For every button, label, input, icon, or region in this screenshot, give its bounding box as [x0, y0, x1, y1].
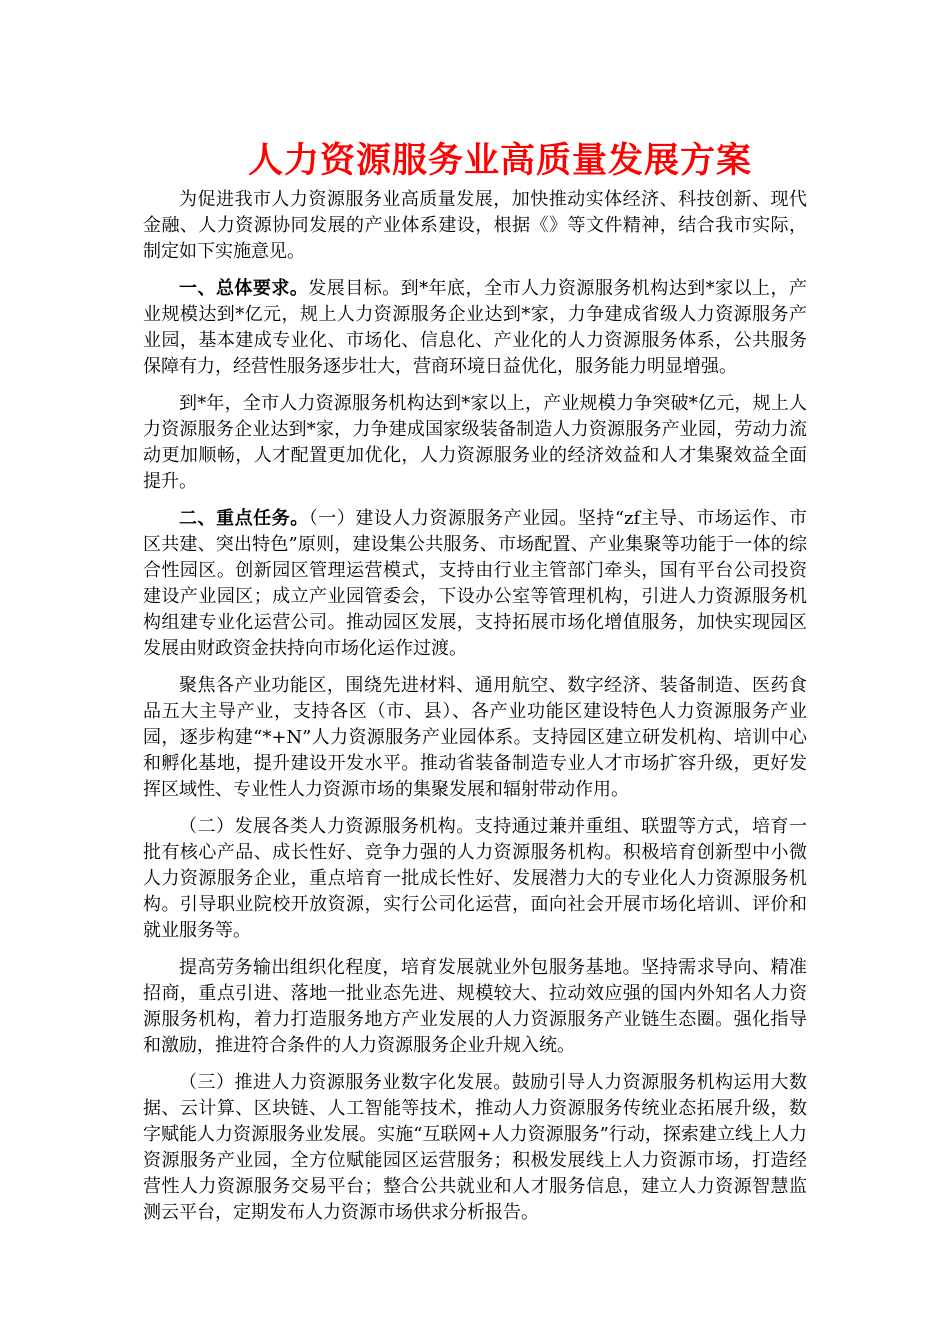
- document-body: [143, 187, 807, 1237]
- paragraph-text: （二）发展各类人力资源服务机构。支持通过兼并重组、联盟等方式，培育一批有核心产品、成长性好、竞争力强的人力资源服务机构。积极培育创新型中小微人力资源服务企业，重点培育一批成长性好、发展潜力大的专业化人力资源服务机构。引导职业院校开放资源，实行公司化运营，面向社会开展市场化培训、评价和就业服务等。: [143, 816, 807, 941]
- section-heading-key-tasks: 二、重点任务。: [179, 508, 309, 529]
- paragraph-text: 为促进我市人力资源服务业高质量发展，加快推动实体经济、科技创新、现代金融、人力资源协同发展的产业体系建设，根据《》等文件精神，结合我市实际，制定如下实施意见。: [143, 189, 807, 262]
- paragraph-text: 提高劳务输出组织化程度，培育发展就业外包服务基地。坚持需求导向、精准招商，重点引进、落地一批业态先进、规模较大、拉动效应强的国内外知名人力资源服务机构，着力打造服务地方产业发展的人力资源服务产业链生态圈。强化指导和激励，推进符合条件的人力资源服务企业升规入统。: [143, 957, 807, 1056]
- paragraph-text: （一）建设人力资源服务产业园。坚持“zf主导、市场运作、市区共建、突出特色”原则，建设集公共服务、市场配置、产业集聚等功能于一体的综合性园区。创新园区管理运营模式，支持由行业主管部门牵头，国有平台公司投资建设产业园区；成立产业园管委会，下设办公室等管理机构，引进人力资源服务机构组建专业化运营公司。推动园区发展，支持拓展市场化增值服务，加快实现园区发展由财政资金扶持向市场化运作过渡。: [143, 508, 807, 659]
- paragraph-text: 到*年，全市人力资源服务机构达到*家以上，产业规模力争突破*亿元，规上人力资源服务企业达到*家，力争建成国家级装备制造人力资源服务产业园，劳动力流动更加顺畅，人才配置更加优化，人力资源服务业的经济效益和人才集聚效益全面提升。: [143, 393, 807, 492]
- paragraph-industry-parks: [143, 673, 807, 803]
- paragraph-labor-export: [143, 955, 807, 1059]
- section-heading-general-requirements: 一、总体要求。: [179, 278, 309, 299]
- paragraph-intro: [143, 187, 807, 265]
- paragraph-long-term-goals: [143, 391, 807, 495]
- paragraph-general-requirements: [143, 276, 807, 380]
- paragraph-key-tasks: [143, 506, 807, 662]
- paragraph-text: 聚焦各产业功能区，围绕先进材料、通用航空、数字经济、装备制造、医药食品五大主导产业，支持各区（市、县）、各产业功能区建设特色人力资源服务产业园，逐步构建“*+N”人力资源服务产业园体系。支持园区建立研发机构、培训中心和孵化基地，提升建设开发水平。推动省装备制造专业人才市场扩容升级，更好发挥区域性、专业性人力资源市场的集聚发展和辐射带动作用。: [143, 675, 807, 800]
- paragraph-text: 发展目标。到*年底，全市人力资源服务机构达到*家以上，产业规模达到*亿元，规上人力资源服务企业达到*家，力争建成省级人力资源服务产业园，基本建成专业化、市场化、信息化、产业化的人力资源服务体系，公共服务保障有力，经营性服务逐步壮大，营商环境日益优化，服务能力明显增强。: [143, 278, 808, 377]
- paragraph-text: （三）推进人力资源服务业数字化发展。鼓励引导人力资源服务机构运用大数据、云计算、区块链、人工智能等技术，推动人力资源服务传统业态拓展升级，数字赋能人力资源服务业发展。实施“互联网+人力资源服务”行动，探索建立线上人力资源服务产业园，全方位赋能园区运营服务；积极发展线上人力资源市场，打造经营性人力资源服务交易平台；整合公共就业和人才服务信息，建立人力资源智慧监测云平台，定期发布人力资源市场供求分析报告。: [143, 1072, 807, 1223]
- paragraph-digital-development: [143, 1070, 807, 1226]
- document-title: 人力资源服务业高质量发展方案: [247, 140, 752, 181]
- paragraph-service-institutions: [143, 814, 807, 944]
